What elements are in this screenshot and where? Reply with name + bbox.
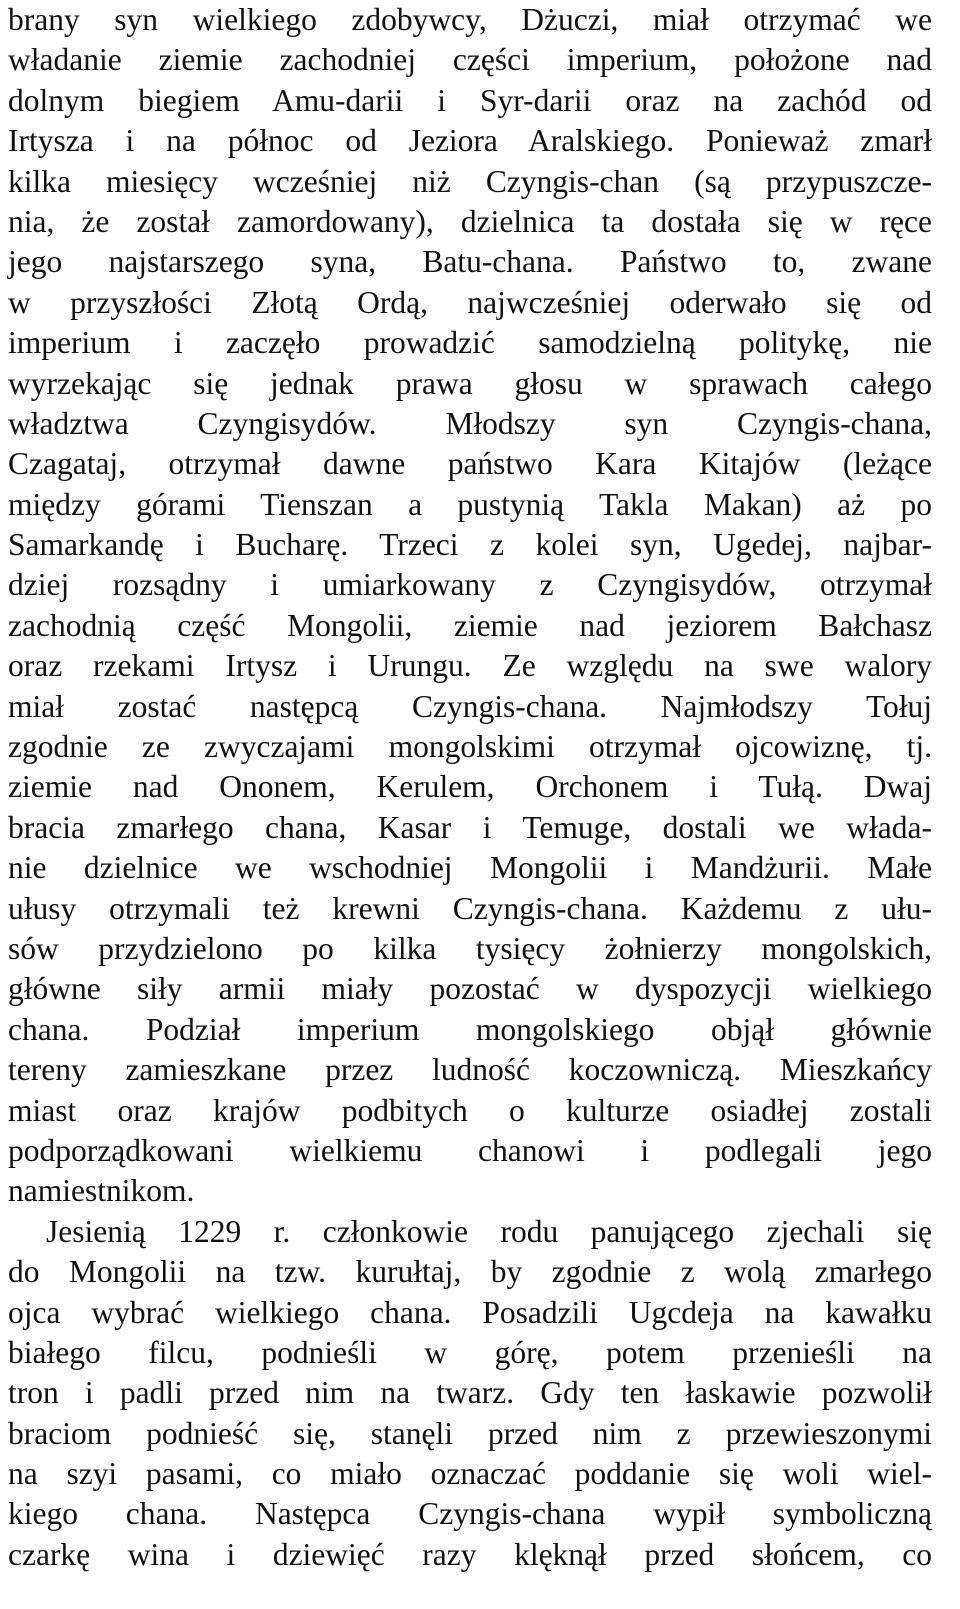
text-line: zgodnie ze zwyczajami mongolskimi otrzymał ojcowiznę, tj. <box>8 729 932 765</box>
text-line: na szyi pasami, co miało oznaczać poddanie się woli wiel- <box>8 1456 932 1492</box>
text-line: Czagataj, otrzymał dawne państwo Kara Kitajów (leżące <box>8 446 932 482</box>
text-line: chana. Podział imperium mongolskiego objął głównie <box>8 1011 932 1047</box>
text-line: Samarkandę i Bucharę. Trzeci z kolei syn, Ugedej, najbar- <box>8 527 932 563</box>
text-line: dziej rozsądny i umiarkowany z Czyngisydów, otrzymał <box>8 567 932 603</box>
text-line: nia, że został zamordowany), dzielnica ta dostała się w ręce <box>8 203 932 239</box>
text-line: wyrzekając się jednak prawa głosu w sprawach całego <box>8 365 932 401</box>
text-line: kiego chana. Następca Czyngis-chana wypił symboliczną <box>8 1496 932 1532</box>
text-line: między górami Tienszan a pustynią Takla Makan) aż po <box>8 486 932 522</box>
text-line: ojca wybrać wielkiego chana. Posadzili Ugcdeja na kawałku <box>8 1294 932 1330</box>
paragraph-2 <box>8 1212 932 1576</box>
text-line: kilka miesięcy wcześniej niż Czyngis-chan (są przypuszcze- <box>8 163 932 199</box>
text-line: nie dzielnice we wschodniej Mongolii i Mandżurii. Małe <box>8 850 932 886</box>
text-line: oraz rzekami Irtysz i Urungu. Ze względu na swe walory <box>8 648 932 684</box>
text-line: miał zostać następcą Czyngis-chana. Najmłodszy Tołuj <box>8 688 932 724</box>
text-line: czarkę wina i dziewięć razy klęknął przed słońcem, co <box>8 1536 932 1572</box>
text-line: władanie ziemie zachodniej części imperium, położone nad <box>8 42 932 78</box>
text-line: sów przydzielono po kilka tysięcy żołnierzy mongolskich, <box>8 930 932 966</box>
text-line: jego najstarszego syna, Batu-chana. Państwo to, zwane <box>8 244 932 280</box>
paragraph-1 <box>8 0 932 1212</box>
text-line: imperium i zaczęło prowadzić samodzielną politykę, nie <box>8 325 932 361</box>
text-line: ułusy otrzymali też krewni Czyngis-chana. Każdemu z ułu- <box>8 890 932 926</box>
text-line: miast oraz krajów podbitych o kulturze osiadłej zostali <box>8 1092 932 1128</box>
text-line: ziemie nad Ononem, Kerulem, Orchonem i Tułą. Dwaj <box>8 769 932 805</box>
text-line: w przyszłości Złotą Ordą, najwcześniej oderwało się od <box>8 284 932 320</box>
text-line: białego filcu, podnieśli w górę, potem przenieśli na <box>8 1334 932 1370</box>
text-line: Jesienią 1229 r. członkowie rodu panującego zjechali się <box>46 1213 932 1249</box>
text-line: Irtysza i na północ od Jeziora Aralskiego. Ponieważ zmarł <box>8 123 932 159</box>
text-line: brany syn wielkiego zdobywcy, Dżuczi, miał otrzymać we <box>8 2 932 37</box>
text-line: podporządkowani wielkiemu chanowi i podlegali jego <box>8 1132 932 1168</box>
text-line: tron i padli przed nim na twarz. Gdy ten łaskawie pozwolił <box>8 1375 932 1411</box>
document-page <box>8 0 932 1575</box>
text-line: główne siły armii miały pozostać w dyspozycji wielkiego <box>8 971 932 1007</box>
text-line: zachodnią część Mongolii, ziemie nad jeziorem Bałchasz <box>8 607 932 643</box>
text-line: namiestnikom. <box>8 1173 195 1209</box>
text-line: bracia zmarłego chana, Kasar i Temuge, dostali we włada- <box>8 809 932 845</box>
text-line: dolnym biegiem Amu-darii i Syr-darii oraz na zachód od <box>8 82 932 118</box>
text-line: tereny zamieszkane przez ludność koczowniczą. Mieszkańcy <box>8 1052 932 1088</box>
text-line: braciom podnieść się, stanęli przed nim z przewieszonymi <box>8 1415 932 1451</box>
text-line: do Mongolii na tzw. kurułtaj, by zgodnie z wolą zmarłego <box>8 1254 932 1290</box>
text-line: władztwa Czyngisydów. Młodszy syn Czyngis-chana, <box>8 405 932 441</box>
